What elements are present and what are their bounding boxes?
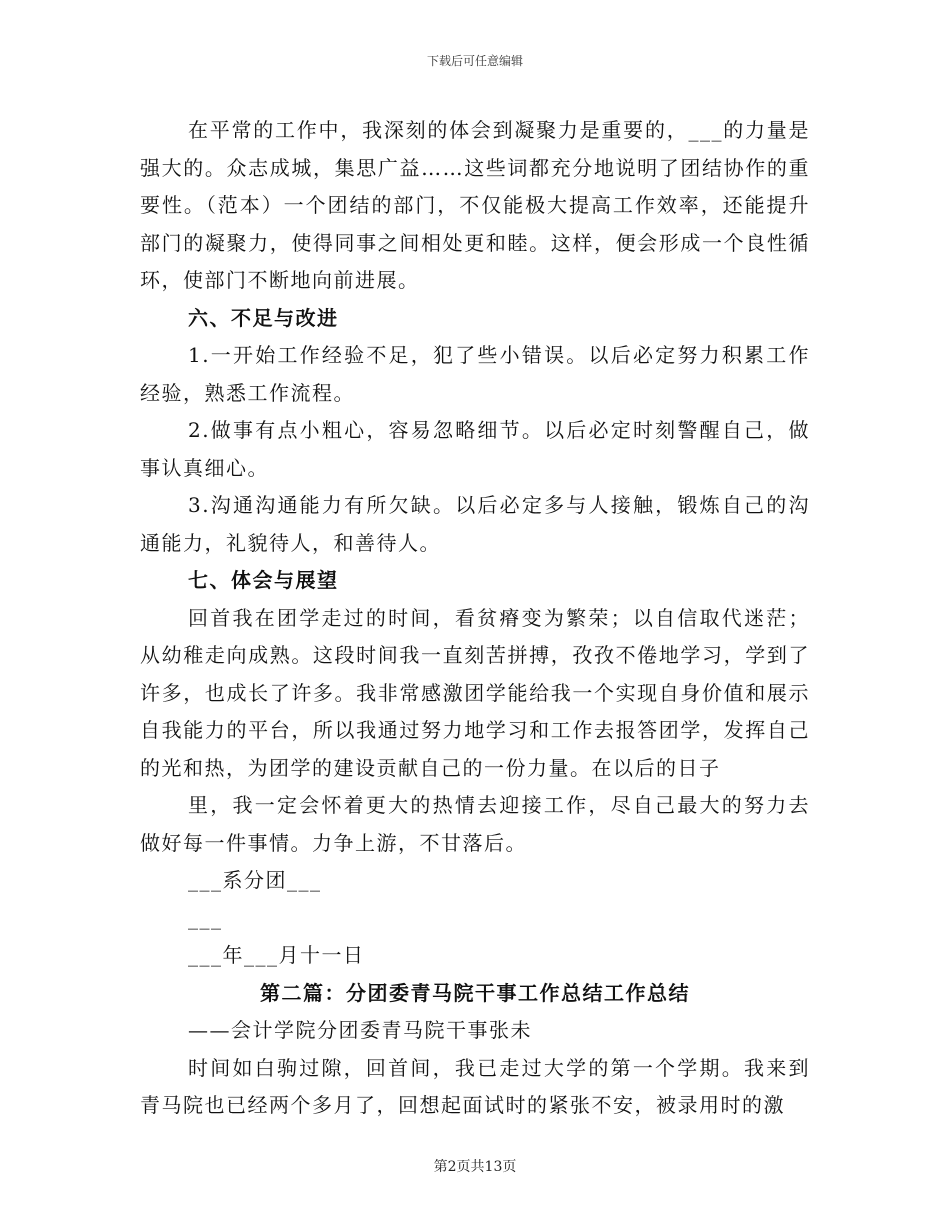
list-item-2: 2.做事有点小粗心，容易忽略细节。以后必定时刻警醒自己，做事认真细心。 [140,418,810,480]
second-article-intro: 时间如白驹过隙，回首间，我已走过大学的第一个学期。我来到青马院也已经两个多月了，回想起面试时的紧张不安，被录用时的激 [140,1055,810,1117]
paragraph-cohesion: 在平常的工作中，我深刻的体会到凝聚力是重要的，___的力量是强大的。众志成城，集思广益……这些词都充分地说明了团结协作的重要性。（范本）一个团结的部门，不仅能极大提高工作效率，还能提升部门的凝聚力，使得同事之间相处更和睦。这样，便会形成一个良性循环，使部门不断地向前进展。 [140,118,810,292]
list-item-1: 1.一开始工作经验不足，犯了些小错误。以后必定努力积累工作经验，熟悉工作流程。 [140,343,810,405]
second-article-byline: ——会计学院分团委青马院干事张未 [188,1018,532,1042]
signature-department: ___系分团___ [188,868,322,892]
paragraph-future: 里，我一定会怀着更大的热情去迎接工作，尽自己最大的努力去做好每一件事情。力争上游，不甘落后。 [140,793,810,855]
section-heading-improvements: 六、不足与改进 [188,305,339,330]
signature-name: ___ [188,905,223,930]
list-item-3: 3.沟通沟通能力有所欠缺。以后必定多与人接触，锻炼自己的沟通能力，礼貌待人，和善待人。 [140,493,810,555]
section-heading-outlook: 七、体会与展望 [188,568,339,592]
second-article-title: 第二篇：分团委青马院干事工作总结工作总结 [260,980,690,1005]
page-footer: 第2页共13页 [433,1159,517,1175]
document-body [140,112,810,1125]
paragraph-reflection: 回首我在团学走过的时间，看贫瘠变为繁荣；以自信取代迷茫；从幼稚走向成熟。这段时间我一直刻苦拼搏，孜孜不倦地学习，学到了许多，也成长了许多。我非常感激团学能给我一个实现自身价值和展示自我能力的平台，所以我通过努力地学习和工作去报答团学，发挥自己的光和热，为团学的建设贡献自己的一份力量。在以后的日子 [140,605,810,780]
signature-date: ___年___月十一日 [188,943,365,967]
page-header: 下载后可任意编辑 [426,54,523,68]
